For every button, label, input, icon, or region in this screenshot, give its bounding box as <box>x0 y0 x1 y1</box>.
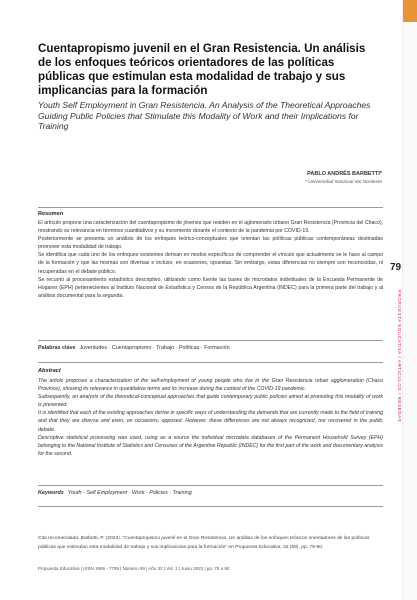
keywords-label: Keywords <box>38 490 64 496</box>
resumen-paragraph: Se identifica que cada uno de los enfoques existentes derivan en modos específicos de comprender el vínculo que actualmente se le hace al campo de la formación y que las mismas son diversas e incluso, en ocasiones, opuestas. Sin embargo, estas diferencias no siempre son reconocidas, ni recuperadas en el debate público. <box>38 252 383 275</box>
page-number: 79 <box>390 262 402 273</box>
abstract-heading: Abstract <box>38 368 61 374</box>
journal-footer: Propuesta Educativa | ISSN 1995 - 7785 | Número 59 | Año 32 | Vol. 1 | Junio 2023 | pp. 79 a 90 <box>38 566 230 571</box>
abstract-paragraph: The article proposes a characterization of the self-employment of young people who live in the Gran Resistencia urban agglomeration (Chaco Province), showing its relevance in quantitative terms and its increase during the context of the COVID-19 pandemic. <box>38 378 383 393</box>
author-affiliation: * Universidad Nacional del Nordeste <box>304 180 382 185</box>
side-label: PROPUESTA EDUCATIVA / ARTÍCULOS / RESEÑAS <box>397 290 402 423</box>
resumen-heading: Resumen <box>38 211 64 217</box>
palabras-clave-text: Juventudes · Cuentapropismo · Trabajo · Políticas · Formación <box>79 345 230 351</box>
abstract-paragraph: Subsequently, an analysis of the theoretical-conceptual approaches that guide contemporary public policies aimed at promoting this modality of work is presented. <box>38 394 383 409</box>
recommended-citation: Cita recomendada: Barbetti, P. (2023). "Cuentapropismo juvenil en el Gran Resistencia. Un análisis de los enfoques teóricos orientadores de las políticas públicas que estimulan esta modalidad de trabajo y sus implicancias para la formación" en Propuesta Educativa, 32 (59), pp. 79-90. <box>38 536 370 550</box>
divider-keywords-es <box>38 340 383 341</box>
title-english: Youth Self Employment in Gran Resistencia. An Analysis of the Theoretical Approaches Guiding Public Policies that Stimulate this Modality of Work and their Implications for Training <box>38 100 371 132</box>
keywords <box>38 490 383 496</box>
divider-bottom <box>38 506 383 507</box>
divider-keywords-en <box>38 485 383 486</box>
author-name: PABLO ANDRÉS BARBETTI* <box>307 171 382 177</box>
page-side-band <box>402 0 417 600</box>
resumen-paragraph: El artículo propone una caracterización del cuentapropismo de jóvenes que residen en el aglomerado urbano Gran Resistencia (Provincia del Chaco), mostrando su relevancia en términos cuantitativos y su incremento durante el contexto de la pandemia por COVID-19. <box>38 220 383 235</box>
title-spanish: Cuentapropismo juvenil en el Gran Resistencia. Un análisis de los enfoques teóricos orientadores de las políticas públicas que estimulan esta modalidad de trabajo y sus implicancias para la formación <box>38 42 366 97</box>
resumen-paragraph: Posteriormente se presenta un análisis de los enfoques teórico-conceptuales que orientan las políticas públicas contemporáneas destinadas promover esta modalidad de trabajo. <box>38 236 383 251</box>
abstract-paragraph: It is identified that each of the existing approaches derive in specific ways of understanding the demands that are currently made to the field of training and that they are diverse and even, on occasions, opposed. However, these differences are not always recognized, nor recovered in the public debate. <box>38 410 383 433</box>
palabras-clave-label: Palabras clave <box>38 345 76 351</box>
palabras-clave <box>38 345 383 351</box>
resumen-paragraph: Se recurrió al procesamiento estadístico descriptivo, utilizando como fuente las bases de microdatos individuales de la Encuesta Permanente de Hogares (EPH) pertenecientes al Instituto Nacional de Estadística y Censos de la República Argentina (INDEC) para la primera parte del trabajo y al análisis documental para la segunda. <box>38 276 383 299</box>
abstract-body <box>38 377 383 458</box>
abstract-paragraph: Descriptive statistical processing was used, using as a source the individual microdata databases of the Permanent Household Survey (EPH) belonging to the National Institute of Statistics and Censuses of the Argentine Republic (INDEC) for the first part of the work and documentary analysis for the second. <box>38 434 383 457</box>
keywords-text: Youth · Self Employment · Work · Policies · Training <box>67 490 192 496</box>
divider-abstract <box>38 362 383 363</box>
divider-top <box>38 207 383 208</box>
side-accent-bar <box>403 0 417 22</box>
resumen-body <box>38 219 383 300</box>
